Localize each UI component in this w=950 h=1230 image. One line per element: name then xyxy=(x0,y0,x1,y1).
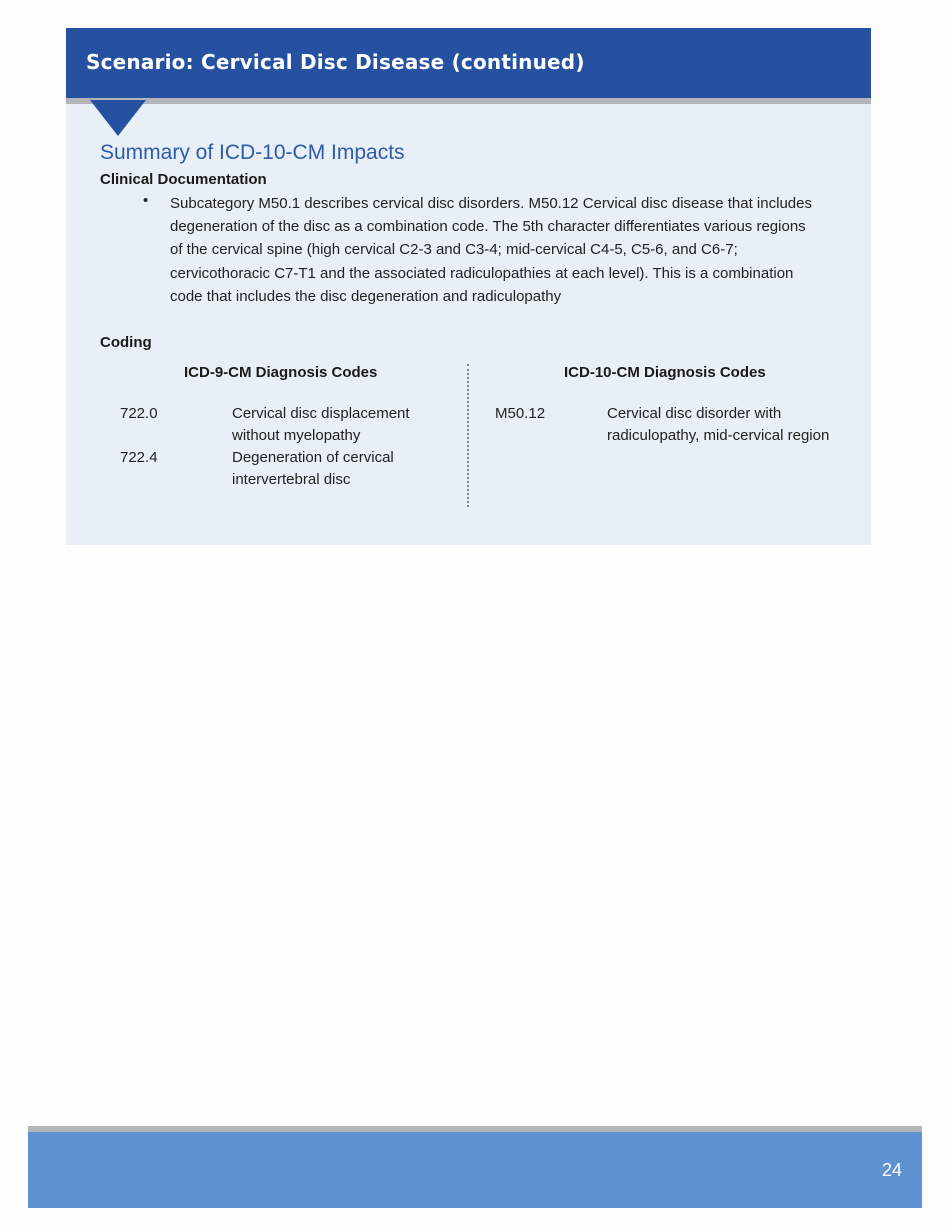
page-number: 24 xyxy=(881,1160,902,1180)
footer-bar xyxy=(28,1126,922,1208)
icd9-description: Cervical disc displacement without myelopathy xyxy=(232,405,410,444)
clinical-documentation-text: Subcategory M50.1 describes cervical disc disorders. M50.12 Cervical disc disease that includes degeneration of the disc as a combination code. The 5th character differentiates various regions of the cervical spine (high cervical C2-3 and C3-4; mid-cervical C4-5, C5-6, and C6-7; cervicothoracic C7-T1 and the associated radiculopathies at each level). This is a combination code that includes the disc degeneration and radiculopathy xyxy=(170,195,812,305)
header-pointer-icon xyxy=(90,100,146,136)
icd10-description: Cervical disc disorder with radiculopathy, mid-cervical region xyxy=(607,405,830,444)
icd9-column-heading: ICD-9-CM Diagnosis Codes xyxy=(184,364,378,381)
bullet-icon: • xyxy=(143,192,149,209)
icd9-code: 722.0 xyxy=(120,405,158,422)
section-title: Summary of ICD-10-CM Impacts xyxy=(100,141,405,164)
icd10-column-heading: ICD-10-CM Diagnosis Codes xyxy=(564,364,766,381)
icd10-code: M50.12 xyxy=(495,405,546,422)
header-bar xyxy=(66,28,871,104)
coding-heading: Coding xyxy=(100,334,152,351)
clinical-documentation-heading: Clinical Documentation xyxy=(100,171,267,188)
icd9-description: Degeneration of cervical intervertebral disc xyxy=(232,449,394,488)
icd9-code: 722.4 xyxy=(120,449,158,466)
page-title: Scenario: Cervical Disc Disease (continued) xyxy=(86,50,585,74)
column-divider xyxy=(467,364,469,507)
